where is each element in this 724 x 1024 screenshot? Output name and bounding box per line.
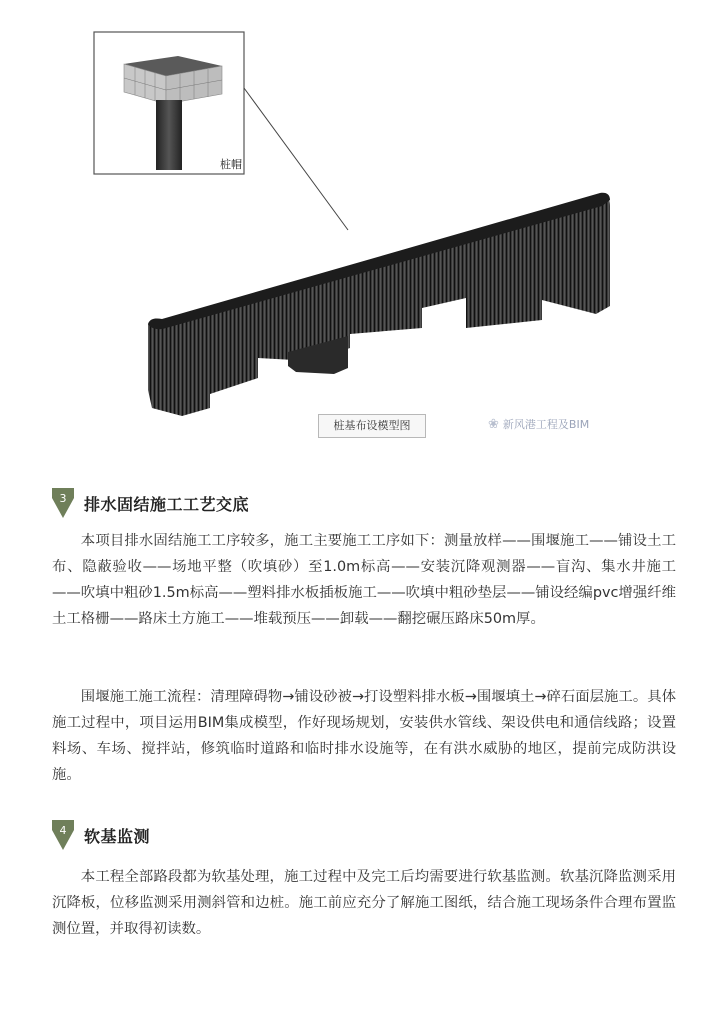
section-number-badge-icon [52, 820, 74, 850]
watermark-text: 新风港工程及BIM [502, 418, 590, 431]
inset-label: 桩帽 [220, 158, 242, 171]
figure-caption: 桩基布设模型图 [318, 414, 426, 438]
section-3-heading [52, 488, 249, 518]
section-4-title: 软基监测 [84, 826, 151, 846]
pile-column [156, 100, 182, 170]
section-3-paragraph-2: 围堰施工施工流程：清理障碍物→铺设砂被→打设塑料排水板→围堰填土→碎石面层施工。具体施工过程中，项目运用BIM集成模型，作好现场规划，安装供水管线、架设供电和通信线路；设置料场、车场、搅拌站，修筑临时道路和临时排水设施等，在有洪水威胁的地区，提前完成防洪设施。 [52, 689, 676, 783]
watermark-logo-icon: ❀ [488, 417, 499, 432]
pile-model-figure [90, 28, 640, 448]
pile-model-illustration [90, 28, 640, 448]
section-3-paragraph-1: 本项目排水固结施工工序较多，施工主要施工工序如下：测量放样——围堰施工——铺设土工布、隐蔽验收——场地平整（吹填砂）至1.0m标高——安装沉降观测器——盲沟、集水井施工——吹填中粗砂1.5m标高——塑料排水板插板施工——吹填中粗砂垫层——铺设经编pvc增强纤维土工格栅——路床土方施工——堆载预压——卸载——翻挖碾压路床50m厚。 [52, 533, 676, 627]
section-4-number: 4 [59, 824, 67, 837]
watermark [488, 414, 589, 436]
section-3-number: 3 [59, 492, 67, 505]
section-4-paragraph-1: 本工程全部路段都为软基处理，施工过程中及完工后均需要进行软基监测。软基沉降监测采用沉降板，位移监测采用测斜管和边桩。施工前应充分了解施工图纸，结合施工现场条件合理布置监测位置，并取得初读数。 [52, 869, 676, 937]
section-4-heading [52, 820, 150, 850]
section-number-badge-icon [52, 488, 74, 518]
section-3-title: 排水固结施工工艺交底 [84, 494, 250, 514]
leader-line [244, 88, 348, 230]
